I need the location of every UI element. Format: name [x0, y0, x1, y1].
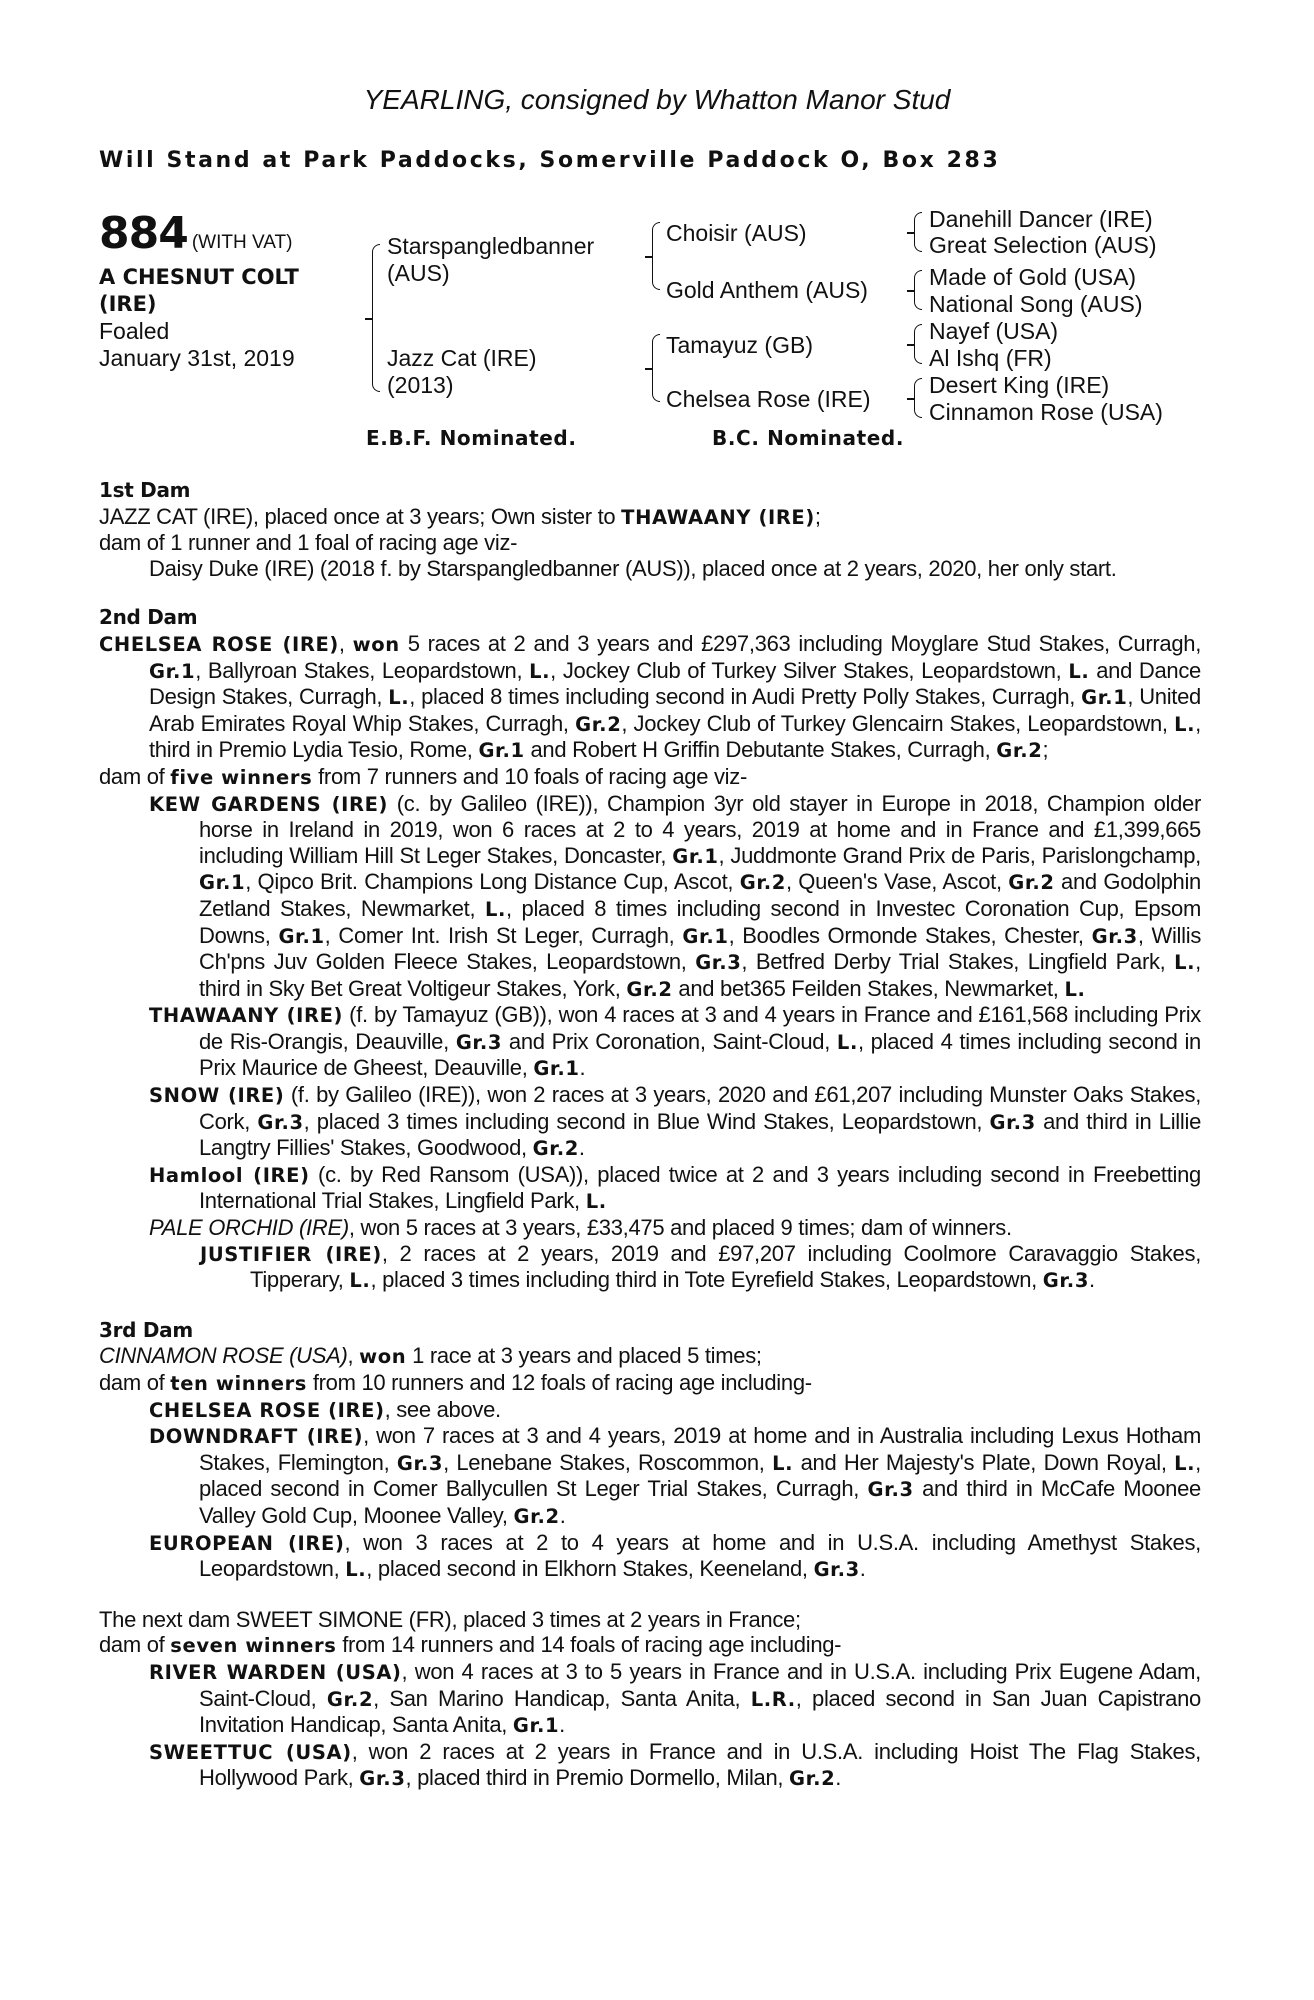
- dam-record: [99, 1632, 1201, 1659]
- bold-text: Gr.3: [1042, 1269, 1089, 1293]
- bold-text: Gr.2: [739, 871, 786, 895]
- bold-text: THAWAANY (IRE): [621, 505, 815, 529]
- bold-text: Gr.2: [789, 1767, 836, 1791]
- text: dam of: [99, 1632, 171, 1658]
- sire-origin: (AUS): [387, 260, 450, 286]
- dam-record: [99, 1370, 1201, 1397]
- text: The next dam SWEET SIMONE (FR), placed 3 times at 2 years in France;: [99, 1606, 801, 1632]
- text: and Robert H Griffin Debutante Stakes, Curragh,: [524, 737, 997, 763]
- dam-section: [99, 478, 1201, 581]
- sire-dam-bracket: [372, 244, 380, 392]
- bold-text: RIVER WARDEN (USA): [149, 1660, 402, 1684]
- bold-text: L.: [1174, 1451, 1196, 1475]
- text: , third in Sky Bet Great Voltigeur Stakes, York,: [199, 949, 1201, 1001]
- bold-text: L.: [484, 897, 507, 921]
- bold-text: L.R.: [750, 1687, 796, 1711]
- text: , Boodles Ormonde Stakes, Chester,: [728, 922, 1092, 948]
- bold-text: L.: [585, 1190, 607, 1214]
- text: , placed third in Premio Dormello, Milan,: [405, 1765, 790, 1791]
- bold-text: L.: [1174, 712, 1196, 736]
- bold-text: Gr.1: [1081, 686, 1128, 710]
- bold-text: L.: [772, 1451, 794, 1475]
- gen3-ancestor: Danehill Dancer (IRE): [929, 206, 1153, 232]
- grandsire-dam-side: Tamayuz (GB): [666, 332, 813, 358]
- text: .: [559, 1712, 565, 1738]
- gen3-ancestor: Desert King (IRE): [929, 372, 1110, 398]
- progeny-record: [99, 1002, 1201, 1082]
- text: .: [578, 1135, 585, 1161]
- text: and third in Lillie Langtry Fillies' Stakes, Goodwood,: [199, 1108, 1201, 1161]
- progeny-record: [99, 1241, 1201, 1294]
- text: , United Arab Emirates Royal Whip Stakes, Curragh,: [149, 684, 1201, 736]
- bold-text: L.: [349, 1269, 371, 1293]
- italic-text: CINNAMON ROSE (USA): [99, 1343, 348, 1369]
- text: , placed 3 times including third in Tote Eyrefield Stakes, Leopardstown,: [370, 1267, 1043, 1293]
- bold-text: five winners: [170, 765, 313, 789]
- text: from 7 runners and 10 foals of racing age viz-: [312, 763, 747, 789]
- text: .: [835, 1765, 842, 1791]
- dam-line-bracket: [652, 334, 660, 402]
- stand-location: Will Stand at Park Paddocks, Somerville Paddock O, Box 283: [99, 148, 1001, 173]
- progeny-record: [99, 1659, 1201, 1739]
- bold-text: Gr.2: [575, 712, 622, 736]
- bold-text: Gr.1: [199, 871, 246, 895]
- text: (f. by Tamayuz (GB)), won 4 races at 3 and 4 years in France and £161,568 including Prix de Ris-Orangis, Deauville,: [199, 1002, 1201, 1054]
- gen3-ancestor: National Song (AUS): [929, 291, 1143, 317]
- gen3-bracket: [914, 324, 922, 364]
- gen3-ancestor: Al Ishq (FR): [929, 345, 1052, 371]
- sire-name: Starspangledbanner: [387, 233, 595, 259]
- text: (c. by Galileo (IRE)), Champion 3yr old stayer in Europe in 2018, Champion older horse in Ireland in 2019, won 6 races at 2 to 4 years, 2019 at home and in France and £1,399,665 including William Hill St Leger Stakes, Doncaster,: [199, 790, 1201, 868]
- gen3-ancestor: Nayef (USA): [929, 318, 1059, 344]
- bold-text: ten winners: [170, 1372, 308, 1395]
- text: , Qipco Brit. Champions Long Distance Cup, Ascot,: [245, 869, 740, 895]
- text: (c. by Red Ransom (USA)), placed twice at 2 and 3 years including second in Freebetting International Trial Stakes, Lingfield Park,: [199, 1161, 1201, 1214]
- text: , won 3 races at 2 to 4 years at home and in U.S.A. including Amethyst Stakes, Leopardstown,: [199, 1529, 1201, 1582]
- dam-record: [99, 1343, 1201, 1370]
- bold-text: Gr.3: [1091, 924, 1138, 948]
- text: from 14 runners and 14 foals of racing age including-: [336, 1632, 842, 1658]
- bold-text: Gr.3: [396, 1451, 444, 1475]
- text: , Jockey Club of Turkey Silver Stakes, Leopardstown,: [550, 657, 1069, 683]
- bold-text: CHELSEA ROSE (IRE): [149, 1398, 385, 1422]
- text: , Ballyroan Stakes, Leopardstown,: [195, 657, 530, 683]
- dam-record: [99, 764, 1201, 791]
- text: , San Marino Handicap, Santa Anita,: [373, 1685, 751, 1711]
- text: , placed 8 times including second in Audi Pretty Polly Stakes, Curragh,: [409, 684, 1082, 710]
- text: 1 race at 3 years and placed 5 times;: [406, 1343, 762, 1369]
- pedigree-notes: [99, 478, 1201, 1792]
- grandsire: Choisir (AUS): [666, 220, 807, 246]
- dam-record: [99, 1607, 1201, 1633]
- text: , see above.: [384, 1396, 501, 1422]
- bold-text: Gr.2: [326, 1687, 374, 1711]
- bold-text: Gr.3: [813, 1558, 860, 1582]
- text: and third in McCafe Moonee Valley Gold Cup, Moonee Valley,: [199, 1476, 1201, 1528]
- dam-record: [99, 530, 1201, 556]
- text: , won 2 races at 2 years in France and in U.S.A. including Hoist The Flag Stakes, Hollywood Park,: [199, 1738, 1201, 1791]
- text: , 2 races at 2 years, 2019 and £97,207 including Coolmore Caravaggio Stakes, Tipperary,: [250, 1240, 1202, 1293]
- text: dam of 1 runner and 1 foal of racing age viz-: [99, 530, 518, 556]
- gen3-bracket: [914, 378, 922, 418]
- gen3-bracket: [914, 212, 922, 252]
- text: , won 5 races at 3 years, £33,475 and placed 9 times; dam of winners.: [348, 1215, 1012, 1241]
- bold-text: Gr.1: [682, 924, 729, 948]
- text: , Betfred Derby Trial Stakes, Lingfield Park,: [741, 949, 1175, 975]
- dam-record: [99, 504, 1201, 531]
- granddam: Chelsea Rose (IRE): [666, 386, 871, 412]
- text: .: [579, 1055, 586, 1081]
- bold-text: Gr.2: [626, 977, 673, 1001]
- bold-text: Gr.3: [455, 1030, 503, 1054]
- bold-text: THAWAANY (IRE): [149, 1004, 344, 1028]
- dam-section: [99, 1607, 1201, 1792]
- page-title: YEARLING, consigned by Whatton Manor Stud: [363, 84, 951, 115]
- text: , Willis Ch'pns Juv Golden Fleece Stakes, Leopardstown,: [199, 922, 1202, 975]
- progeny-record: [99, 1397, 1201, 1424]
- progeny-record: [99, 1215, 1201, 1241]
- text: , won 4 races at 3 to 5 years in France and in U.S.A. including Prix Eugene Adam, Saint-Cloud,: [199, 1658, 1201, 1711]
- bold-text: Gr.2: [1008, 871, 1055, 895]
- text: , placed second in San Juan Capistrano Invitation Handicap, Santa Anita,: [199, 1685, 1201, 1738]
- text: , Jockey Club of Turkey Glencairn Stakes, Leopardstown,: [621, 710, 1175, 736]
- dam-section: [99, 605, 1201, 1293]
- ebf-nomination: E.B.F. Nominated.: [366, 426, 577, 450]
- bold-text: won: [359, 1345, 407, 1369]
- bc-nomination: B.C. Nominated.: [712, 426, 905, 450]
- italic-text: PALE ORCHID (IRE): [149, 1215, 349, 1241]
- lot-description: A CHESNUT COLT (IRE): [99, 265, 299, 316]
- bold-text: KEW GARDENS (IRE): [149, 792, 389, 816]
- dam-name: Jazz Cat (IRE): [387, 345, 537, 371]
- foaled-date: January 31st, 2019: [99, 345, 295, 371]
- text: , Juddmonte Grand Prix de Paris, Parislongchamp,: [718, 842, 1201, 868]
- bold-text: Gr.2: [513, 1504, 560, 1528]
- bold-text: L.: [529, 659, 551, 683]
- text: , Lenebane Stakes, Roscommon,: [443, 1449, 773, 1475]
- bold-text: SNOW (IRE): [149, 1084, 285, 1108]
- text: , third in Premio Lydia Tesio, Rome,: [149, 710, 1201, 763]
- sire-line-bracket: [652, 222, 660, 290]
- text: dam of: [99, 1370, 171, 1395]
- bold-text: L.: [388, 686, 410, 710]
- pedigree: [0, 0, 1314, 460]
- text: and bet365 Feilden Stakes, Newmarket,: [672, 975, 1065, 1001]
- progeny-record: [99, 556, 1201, 582]
- text: , placed 8 times including second in Investec Coronation Cup, Epsom Downs,: [199, 895, 1201, 948]
- section-heading: 1st Dam: [99, 478, 191, 502]
- bold-text: Gr.2: [532, 1137, 579, 1161]
- text: .: [559, 1502, 566, 1528]
- bold-text: DOWNDRAFT (IRE): [149, 1425, 364, 1449]
- text: , placed second in Comer Ballycullen St Leger Trial Stakes, Curragh,: [199, 1449, 1201, 1502]
- bold-text: Gr.1: [149, 659, 196, 683]
- text: , placed 3 times including second in Blue Wind Stakes, Leopardstown,: [303, 1108, 990, 1134]
- bold-text: L.: [1068, 659, 1090, 683]
- progeny-record: [99, 1082, 1201, 1162]
- text: (f. by Galileo (IRE)), won 2 races at 3 years, 2020 and £61,207 including Munster Oaks Stakes, Cork,: [199, 1082, 1202, 1134]
- granddam-sire-side: Gold Anthem (AUS): [666, 277, 868, 303]
- text: , Queen's Vase, Ascot,: [785, 869, 1009, 895]
- dam-record: [99, 631, 1201, 764]
- text: ;: [1042, 737, 1049, 763]
- foaled-label: Foaled: [99, 318, 170, 344]
- text: and Dance Design Stakes, Curragh,: [149, 657, 1201, 710]
- bold-text: Gr.1: [533, 1057, 580, 1081]
- section-heading: 3rd Dam: [99, 1317, 193, 1342]
- gen3-bracket: [914, 270, 922, 310]
- vat-note: (WITH VAT): [191, 232, 293, 253]
- text: and Godolphin Zetland Stakes, Newmarket,: [199, 869, 1201, 921]
- bold-text: SWEETTUC (USA): [149, 1740, 352, 1764]
- bold-text: L.: [345, 1558, 367, 1582]
- text: Daisy Duke (IRE) (2018 f. by Starspangledbanner (AUS)), placed once at 2 years, 2020, her only start.: [149, 555, 1117, 581]
- bold-text: Gr.2: [996, 739, 1043, 763]
- text: , won 7 races at 3 and 4 years, 2019 at home and in Australia including Lexus Hotham Stakes, Flemington,: [199, 1423, 1201, 1475]
- text: , placed second in Elkhorn Stakes, Keeneland,: [366, 1556, 814, 1582]
- bold-text: seven winners: [170, 1634, 337, 1658]
- bold-text: Gr.3: [867, 1478, 914, 1502]
- progeny-record: [99, 1162, 1201, 1215]
- gen3-ancestor: Cinnamon Rose (USA): [929, 399, 1163, 425]
- bold-text: L.: [1064, 977, 1086, 1001]
- progeny-record: [99, 791, 1201, 1003]
- text: JAZZ CAT (IRE), placed once at 3 years; Own sister to: [99, 503, 622, 529]
- bold-text: won: [352, 632, 400, 656]
- progeny-record: [99, 1530, 1201, 1583]
- bold-text: Hamlool (IRE): [149, 1163, 310, 1187]
- text: , placed 4 times including second in Prix Maurice de Gheest, Deauville,: [199, 1028, 1201, 1081]
- foaled-info: [99, 318, 295, 372]
- text: ;: [814, 503, 821, 529]
- lot-number-line: [99, 208, 292, 259]
- bold-text: Gr.1: [512, 1714, 560, 1738]
- text: from 10 runners and 12 foals of racing age including-: [307, 1370, 812, 1395]
- bold-text: CHELSEA ROSE (IRE): [99, 632, 339, 656]
- dam-section: [99, 1318, 1201, 1583]
- bold-text: Gr.1: [278, 924, 325, 948]
- progeny-record: [99, 1739, 1201, 1792]
- bold-text: JUSTIFIER (IRE): [200, 1242, 382, 1266]
- progeny-record: [99, 1423, 1201, 1529]
- gen3-ancestor: Great Selection (AUS): [929, 232, 1157, 258]
- text: and Prix Coronation, Saint-Cloud,: [502, 1028, 837, 1054]
- text: .: [859, 1556, 866, 1582]
- section-heading: 2nd Dam: [99, 605, 198, 630]
- text: ,: [347, 1343, 360, 1369]
- bold-text: Gr.3: [359, 1767, 406, 1791]
- bold-text: EUROPEAN (IRE): [149, 1531, 345, 1555]
- text: .: [1088, 1267, 1095, 1293]
- bold-text: Gr.1: [478, 739, 525, 763]
- text: and Her Majesty's Plate, Down Royal,: [793, 1449, 1175, 1475]
- bold-text: Gr.3: [257, 1110, 304, 1134]
- bold-text: L.: [1174, 951, 1196, 975]
- dam-year: (2013): [387, 372, 454, 398]
- text: , Comer Int. Irish St Leger, Curragh,: [324, 922, 683, 948]
- gen3-ancestor: Made of Gold (USA): [929, 264, 1137, 290]
- bold-text: Gr.1: [672, 844, 719, 868]
- text: dam of: [99, 763, 171, 789]
- lot-number: 884: [99, 208, 188, 259]
- bold-text: L.: [836, 1030, 858, 1054]
- text: 5 races at 2 and 3 years and £297,363 including Moyglare Stud Stakes, Curragh,: [399, 630, 1202, 656]
- bold-text: Gr.3: [695, 951, 742, 975]
- bold-text: Gr.3: [989, 1110, 1036, 1134]
- text: ,: [338, 630, 353, 656]
